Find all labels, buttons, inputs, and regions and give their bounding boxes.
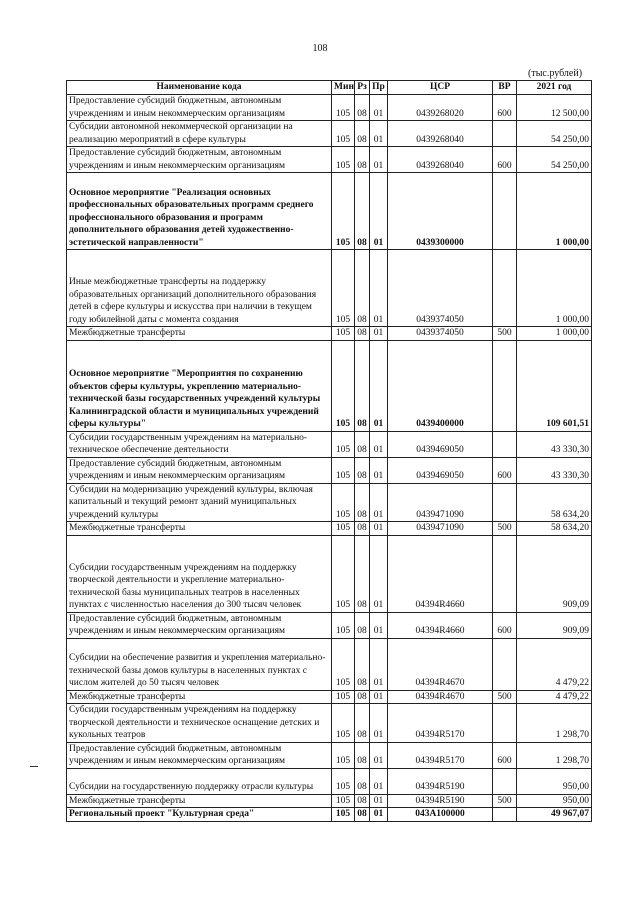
table-row bbox=[67, 483, 592, 522]
table-row bbox=[67, 808, 592, 822]
cell-pr: 01 bbox=[370, 250, 388, 327]
cell-csr: 0439469050 bbox=[388, 457, 493, 483]
cell-name: Субсидии государственным учреждениям на материально-техническое обеспечение деятельности bbox=[67, 431, 332, 457]
cell-rz: 08 bbox=[355, 612, 370, 638]
cell-vr: 500 bbox=[493, 794, 517, 808]
cell-pr: 01 bbox=[370, 690, 388, 704]
cell-min: 105 bbox=[332, 327, 355, 341]
cell-vr: 500 bbox=[493, 690, 517, 704]
cell-pr: 01 bbox=[370, 327, 388, 341]
cell-amount: 43 330,30 bbox=[517, 431, 592, 457]
cell-rz: 08 bbox=[355, 794, 370, 808]
cell-min: 105 bbox=[332, 704, 355, 743]
cell-csr: 0439268040 bbox=[388, 121, 493, 147]
header-min: Мин bbox=[332, 81, 355, 95]
cell-pr: 01 bbox=[370, 535, 388, 612]
cell-min: 105 bbox=[332, 483, 355, 522]
cell-pr: 01 bbox=[370, 173, 388, 250]
cell-pr: 01 bbox=[370, 95, 388, 121]
cell-rz: 08 bbox=[355, 340, 370, 431]
cell-csr: 04394R4670 bbox=[388, 690, 493, 704]
cell-amount: 1 000,00 bbox=[517, 250, 592, 327]
cell-rz: 08 bbox=[355, 121, 370, 147]
cell-name: Иные межбюджетные трансферты на поддержку образовательных организаций дополнительного образования детей в сфере культуры и искусства при наличии в текущем году юбилейной даты с момента создания bbox=[67, 250, 332, 327]
cell-amount: 54 250,00 bbox=[517, 147, 592, 173]
cell-rz: 08 bbox=[355, 638, 370, 690]
cell-csr: 0439400000 bbox=[388, 340, 493, 431]
cell-rz: 08 bbox=[355, 690, 370, 704]
cell-pr: 01 bbox=[370, 431, 388, 457]
table-row bbox=[67, 742, 592, 768]
header-pr: Пр bbox=[370, 81, 388, 95]
cell-vr bbox=[493, 704, 517, 743]
cell-vr bbox=[493, 173, 517, 250]
cell-min: 105 bbox=[332, 121, 355, 147]
table-row bbox=[67, 535, 592, 612]
header-year: 2021 год bbox=[517, 81, 592, 95]
cell-pr: 01 bbox=[370, 121, 388, 147]
cell-min: 105 bbox=[332, 340, 355, 431]
cell-name: Предоставление субсидий бюджетным, автономным учреждениям и иным некоммерческим организациям bbox=[67, 95, 332, 121]
cell-min: 105 bbox=[332, 147, 355, 173]
cell-csr: 0439469050 bbox=[388, 431, 493, 457]
cell-pr: 01 bbox=[370, 340, 388, 431]
cell-vr: 600 bbox=[493, 147, 517, 173]
margin-mark bbox=[30, 766, 38, 767]
cell-name: Субсидии государственным учреждениям на поддержку творческой деятельности и техническое оснащение детских и кукольных театров bbox=[67, 704, 332, 743]
cell-name: Субсидии государственным учреждениям на поддержку творческой деятельности и укрепление материально-технической базы муниципальных театров в населенных пунктах с численностью населения до 300 тысяч человек bbox=[67, 535, 332, 612]
cell-min: 105 bbox=[332, 690, 355, 704]
cell-csr: 04394R5170 bbox=[388, 742, 493, 768]
units-note: (тыс.рублей) bbox=[528, 68, 583, 79]
cell-rz: 08 bbox=[355, 457, 370, 483]
cell-csr: 04394R5170 bbox=[388, 704, 493, 743]
cell-vr: 600 bbox=[493, 95, 517, 121]
cell-csr: 04394R4660 bbox=[388, 535, 493, 612]
table-row bbox=[67, 431, 592, 457]
cell-min: 105 bbox=[332, 431, 355, 457]
cell-amount: 1 000,00 bbox=[517, 173, 592, 250]
cell-vr bbox=[493, 250, 517, 327]
page-number: 108 bbox=[312, 43, 328, 54]
cell-vr bbox=[493, 768, 517, 794]
cell-amount: 58 634,20 bbox=[517, 483, 592, 522]
header-name: Наименование кода bbox=[67, 81, 332, 95]
cell-amount: 58 634,20 bbox=[517, 522, 592, 536]
cell-csr: 04394R4670 bbox=[388, 638, 493, 690]
cell-csr: 0439471090 bbox=[388, 522, 493, 536]
cell-vr bbox=[493, 483, 517, 522]
table-row bbox=[67, 794, 592, 808]
cell-amount: 43 330,30 bbox=[517, 457, 592, 483]
cell-name: Субсидии на государственную поддержку отрасли культуры bbox=[67, 768, 332, 794]
cell-min: 105 bbox=[332, 768, 355, 794]
cell-name: Региональный проект "Культурная среда" bbox=[67, 808, 332, 822]
cell-rz: 08 bbox=[355, 704, 370, 743]
cell-min: 105 bbox=[332, 535, 355, 612]
cell-min: 105 bbox=[332, 173, 355, 250]
cell-csr: 04394R4660 bbox=[388, 612, 493, 638]
cell-csr: 04394R5190 bbox=[388, 794, 493, 808]
cell-pr: 01 bbox=[370, 808, 388, 822]
table-row bbox=[67, 638, 592, 690]
cell-csr: 0439300000 bbox=[388, 173, 493, 250]
cell-pr: 01 bbox=[370, 638, 388, 690]
cell-amount: 12 500,00 bbox=[517, 95, 592, 121]
cell-min: 105 bbox=[332, 638, 355, 690]
cell-pr: 01 bbox=[370, 742, 388, 768]
cell-rz: 08 bbox=[355, 483, 370, 522]
cell-amount: 4 479,22 bbox=[517, 638, 592, 690]
cell-vr bbox=[493, 340, 517, 431]
cell-amount: 909,09 bbox=[517, 612, 592, 638]
cell-rz: 08 bbox=[355, 147, 370, 173]
cell-pr: 01 bbox=[370, 794, 388, 808]
cell-rz: 08 bbox=[355, 95, 370, 121]
cell-name: Субсидии на обеспечение развития и укрепления материально-технической базы домов культуры в населенных пунктах с числом жителей до 50 тысяч человек bbox=[67, 638, 332, 690]
table-row bbox=[67, 327, 592, 341]
cell-name: Предоставление субсидий бюджетным, автономным учреждениям и иным некоммерческим организациям bbox=[67, 457, 332, 483]
cell-vr: 600 bbox=[493, 742, 517, 768]
cell-amount: 1 298,70 bbox=[517, 742, 592, 768]
header-rz: Рз bbox=[355, 81, 370, 95]
cell-pr: 01 bbox=[370, 768, 388, 794]
table-row bbox=[67, 612, 592, 638]
cell-csr: 0439471090 bbox=[388, 483, 493, 522]
cell-min: 105 bbox=[332, 95, 355, 121]
budget-table bbox=[66, 80, 592, 822]
cell-rz: 08 bbox=[355, 250, 370, 327]
cell-name: Межбюджетные трансферты bbox=[67, 690, 332, 704]
cell-vr: 500 bbox=[493, 327, 517, 341]
cell-pr: 01 bbox=[370, 457, 388, 483]
cell-name: Межбюджетные трансферты bbox=[67, 522, 332, 536]
cell-amount: 909,09 bbox=[517, 535, 592, 612]
cell-vr bbox=[493, 431, 517, 457]
cell-name: Предоставление субсидий бюджетным, автономным учреждениям и иным некоммерческим организациям bbox=[67, 147, 332, 173]
cell-amount: 4 479,22 bbox=[517, 690, 592, 704]
cell-rz: 08 bbox=[355, 808, 370, 822]
cell-csr: 04394R5190 bbox=[388, 768, 493, 794]
cell-min: 105 bbox=[332, 794, 355, 808]
cell-vr bbox=[493, 121, 517, 147]
table-row bbox=[67, 147, 592, 173]
table-row bbox=[67, 173, 592, 250]
cell-amount: 1 298,70 bbox=[517, 704, 592, 743]
cell-vr: 600 bbox=[493, 612, 517, 638]
cell-min: 105 bbox=[332, 457, 355, 483]
cell-name: Основное мероприятие "Мероприятия по сохранению объектов сферы культуры, укреплению материально-технической базы государственных учреждений культуры Калининградской области и муниципальных учреждений сферы культуры" bbox=[67, 340, 332, 431]
table-row bbox=[67, 522, 592, 536]
cell-rz: 08 bbox=[355, 431, 370, 457]
cell-pr: 01 bbox=[370, 147, 388, 173]
cell-vr bbox=[493, 808, 517, 822]
table-row bbox=[67, 690, 592, 704]
cell-amount: 950,00 bbox=[517, 794, 592, 808]
cell-amount: 109 601,51 bbox=[517, 340, 592, 431]
cell-csr: 043A100000 bbox=[388, 808, 493, 822]
table-row bbox=[67, 95, 592, 121]
cell-rz: 08 bbox=[355, 327, 370, 341]
table-row bbox=[67, 457, 592, 483]
cell-name: Межбюджетные трансферты bbox=[67, 794, 332, 808]
header-csr: ЦСР bbox=[388, 81, 493, 95]
cell-pr: 01 bbox=[370, 612, 388, 638]
cell-name: Предоставление субсидий бюджетным, автономным учреждениям и иным некоммерческим организациям bbox=[67, 742, 332, 768]
cell-rz: 08 bbox=[355, 742, 370, 768]
table-row bbox=[67, 768, 592, 794]
cell-name: Основное мероприятие "Реализация основных профессиональных образовательных программ среднего профессионального образования и программ дополнительного образования детей художественно-эстетической направленности" bbox=[67, 173, 332, 250]
header-vr: ВР bbox=[493, 81, 517, 95]
cell-pr: 01 bbox=[370, 522, 388, 536]
cell-min: 105 bbox=[332, 742, 355, 768]
table-row bbox=[67, 340, 592, 431]
cell-csr: 0439268020 bbox=[388, 95, 493, 121]
cell-rz: 08 bbox=[355, 535, 370, 612]
cell-csr: 0439374050 bbox=[388, 250, 493, 327]
cell-rz: 08 bbox=[355, 522, 370, 536]
cell-amount: 49 967,07 bbox=[517, 808, 592, 822]
cell-min: 105 bbox=[332, 250, 355, 327]
cell-pr: 01 bbox=[370, 704, 388, 743]
table-header-row bbox=[67, 81, 592, 95]
cell-name: Субсидии автономной некоммерческой организации на реализацию мероприятий в сфере культуры bbox=[67, 121, 332, 147]
cell-amount: 950,00 bbox=[517, 768, 592, 794]
cell-name: Межбюджетные трансферты bbox=[67, 327, 332, 341]
cell-amount: 54 250,00 bbox=[517, 121, 592, 147]
cell-vr bbox=[493, 638, 517, 690]
cell-rz: 08 bbox=[355, 768, 370, 794]
table-row bbox=[67, 121, 592, 147]
cell-vr: 500 bbox=[493, 522, 517, 536]
cell-csr: 0439268040 bbox=[388, 147, 493, 173]
cell-name: Субсидии на модернизацию учреждений культуры, включая капитальный и текущий ремонт зданий муниципальных учреждений культуры bbox=[67, 483, 332, 522]
cell-pr: 01 bbox=[370, 483, 388, 522]
cell-vr bbox=[493, 535, 517, 612]
cell-rz: 08 bbox=[355, 173, 370, 250]
cell-name: Предоставление субсидий бюджетным, автономным учреждениям и иным некоммерческим организациям bbox=[67, 612, 332, 638]
table-row bbox=[67, 250, 592, 327]
cell-min: 105 bbox=[332, 522, 355, 536]
cell-min: 105 bbox=[332, 808, 355, 822]
table-row bbox=[67, 704, 592, 743]
cell-amount: 1 000,00 bbox=[517, 327, 592, 341]
cell-vr: 600 bbox=[493, 457, 517, 483]
cell-csr: 0439374050 bbox=[388, 327, 493, 341]
cell-min: 105 bbox=[332, 612, 355, 638]
